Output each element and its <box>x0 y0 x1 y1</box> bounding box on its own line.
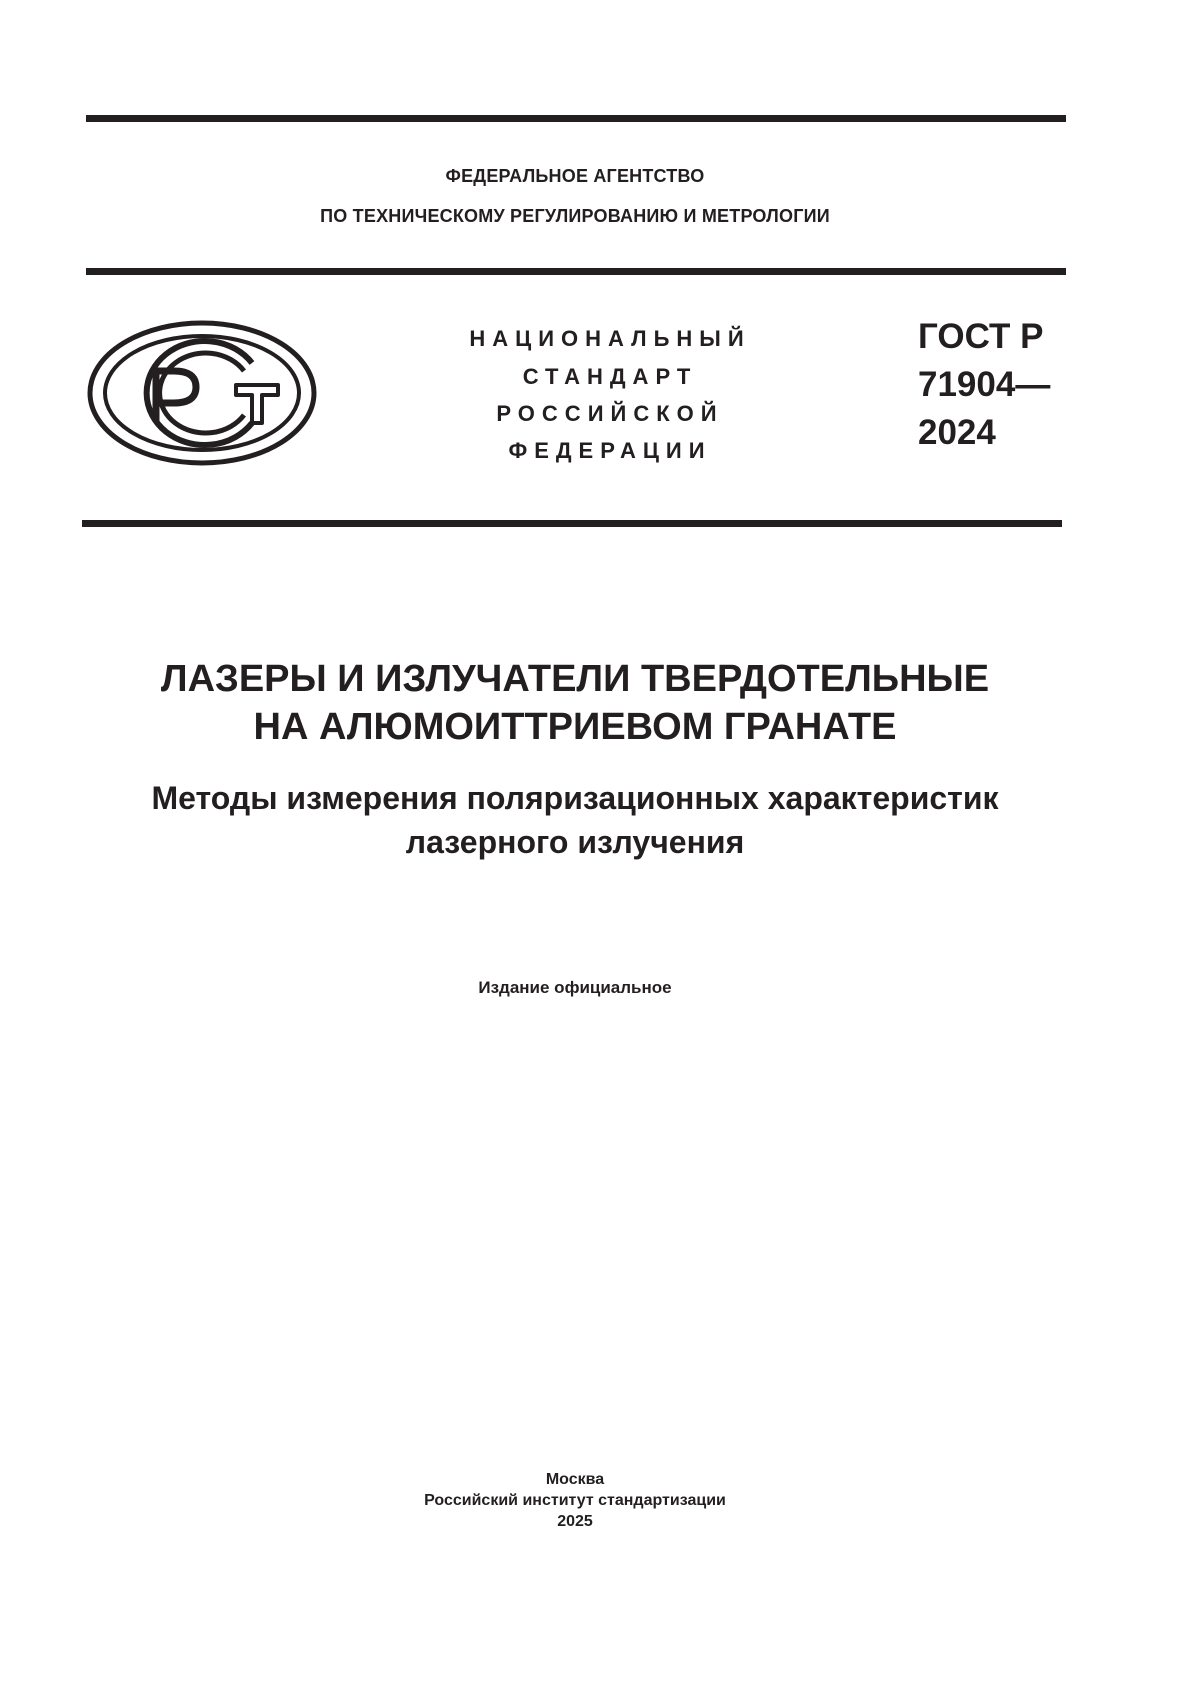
edition-note: Издание официальное <box>478 978 672 997</box>
document-subtitle-line1: Методы измерения поляризационных характеристик <box>151 780 999 816</box>
agency-name-line1: ФЕДЕРАЛЬНОЕ АГЕНТСТВО <box>445 166 705 186</box>
rst-certification-mark-icon <box>86 319 318 467</box>
agency-name-line2: ПО ТЕХНИЧЕСКОМУ РЕГУЛИРОВАНИЮ И МЕТРОЛОГИИ <box>320 206 830 226</box>
header-bottom-rule <box>82 520 1062 527</box>
top-rule <box>86 115 1066 122</box>
imprint-city: Москва <box>545 1471 605 1488</box>
standard-designation-line3: 2024 <box>918 413 996 452</box>
standard-designation-line2: 71904— <box>918 365 1051 404</box>
standard-type-line1: НАЦИОНАЛЬНЫЙ <box>469 326 751 351</box>
standard-type-line3: РОССИЙСКОЙ <box>496 401 724 426</box>
document-title-line1: ЛАЗЕРЫ И ИЗЛУЧАТЕЛИ ТВЕРДОТЕЛЬНЫЕ <box>160 658 990 700</box>
standard-designation-line1: ГОСТ Р <box>918 317 1044 356</box>
imprint-year: 2025 <box>557 1513 593 1530</box>
standard-type-line2: СТАНДАРТ <box>522 364 698 389</box>
imprint-publisher: Российский институт стандартизации <box>424 1492 726 1509</box>
agency-bottom-rule <box>86 268 1066 275</box>
document-subtitle-line2: лазерного излучения <box>405 824 745 860</box>
standard-type-line4: ФЕДЕРАЦИИ <box>508 438 712 463</box>
document-title-line2: НА АЛЮМОИТТРИЕВОМ ГРАНАТЕ <box>253 706 897 748</box>
